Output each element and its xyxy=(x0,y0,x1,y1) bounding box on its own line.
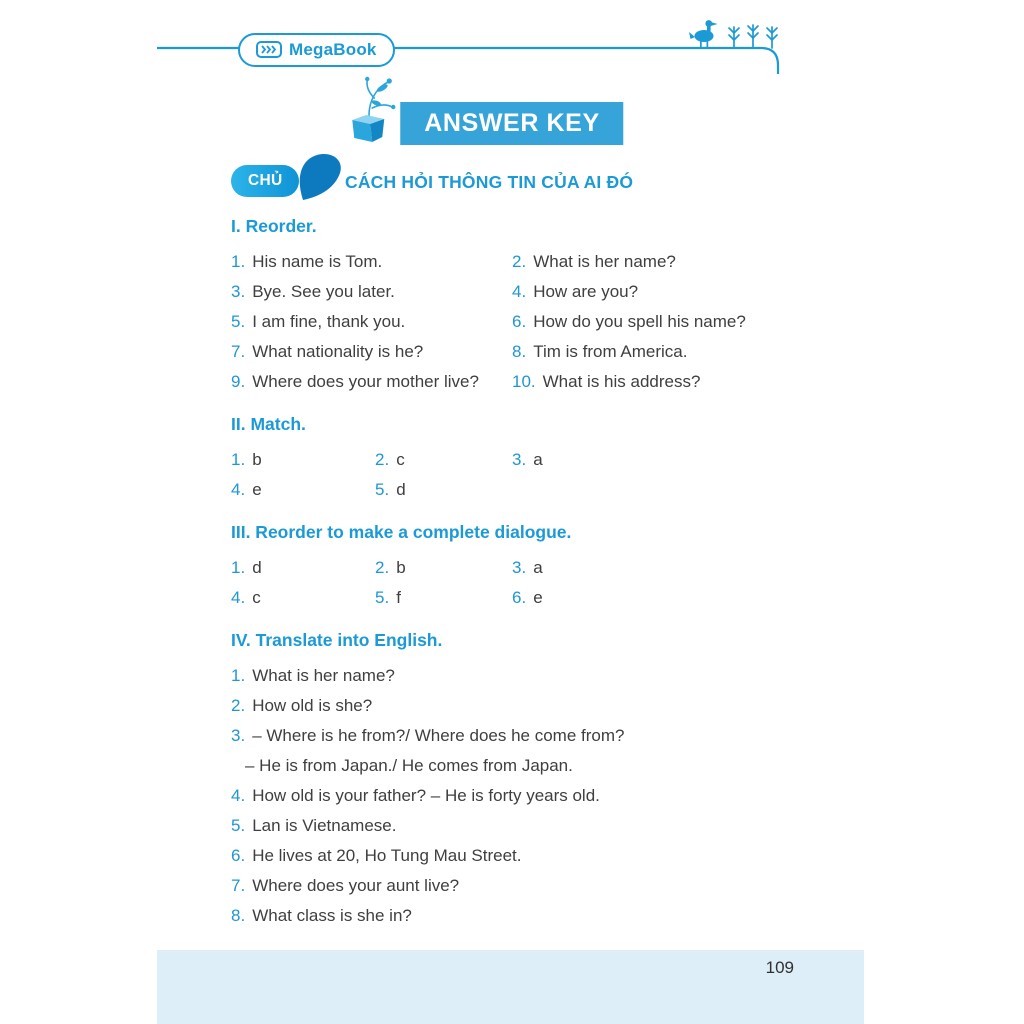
answer-item xyxy=(512,449,876,470)
item-text: e xyxy=(252,480,262,499)
item-number: 9. xyxy=(231,372,246,391)
item-number: 5. xyxy=(375,480,390,499)
answer-item xyxy=(375,557,512,578)
item-text: a xyxy=(533,558,543,577)
item-text: How do you spell his name? xyxy=(533,312,746,331)
item-number: 6. xyxy=(512,312,527,331)
footer-band xyxy=(157,950,864,1024)
item-number: 4. xyxy=(231,480,246,499)
item-text: f xyxy=(396,588,401,607)
answer-item xyxy=(512,371,876,392)
item-number: 3. xyxy=(231,726,246,745)
item-number: 8. xyxy=(512,342,527,361)
answer-item xyxy=(375,479,512,500)
item-number: 5. xyxy=(375,588,390,607)
item-text: – He is from Japan./ He comes from Japan. xyxy=(245,756,573,775)
plants-icon xyxy=(729,25,777,48)
item-number: 3. xyxy=(512,558,527,577)
item-number: 7. xyxy=(231,876,246,895)
item-text: Where does your aunt live? xyxy=(252,876,460,895)
answer-key-title: ANSWER KEY xyxy=(400,102,623,145)
item-text: d xyxy=(396,480,406,499)
answer-item xyxy=(375,449,512,470)
item-number: 2. xyxy=(512,252,527,271)
answer-item xyxy=(512,557,876,578)
section-heading: IV. Translate into English. xyxy=(231,630,443,650)
ribbon-icon xyxy=(297,153,347,203)
answer-item xyxy=(231,815,876,836)
item-text: Lan is Vietnamese. xyxy=(252,816,397,835)
answer-key-banner xyxy=(400,102,623,145)
item-number: 10. xyxy=(512,372,536,391)
answer-item xyxy=(231,479,375,500)
item-number: 4. xyxy=(231,588,246,607)
topic-title: CÁCH HỎI THÔNG TIN CỦA AI ĐÓ xyxy=(345,172,634,192)
item-text: d xyxy=(252,558,262,577)
brand-name: MegaBook xyxy=(289,40,377,59)
answer-item xyxy=(231,371,512,392)
item-text: What is her name? xyxy=(252,666,395,685)
megabook-logo xyxy=(238,33,395,67)
item-text: e xyxy=(533,588,543,607)
answer-item xyxy=(512,311,876,332)
answer-item xyxy=(231,695,876,716)
item-number: 6. xyxy=(231,846,246,865)
answer-item xyxy=(231,341,512,362)
answer-item-continuation xyxy=(245,755,876,776)
answer-item xyxy=(512,251,876,272)
section4-list xyxy=(231,665,876,926)
answer-item xyxy=(231,725,876,746)
item-text: How old is your father? – He is forty years old. xyxy=(252,786,600,805)
item-number: 2. xyxy=(375,558,390,577)
section-heading: I. Reorder. xyxy=(231,216,317,236)
answer-item xyxy=(231,311,512,332)
answer-item xyxy=(231,281,512,302)
item-number: 8. xyxy=(231,906,246,925)
item-text: Bye. See you later. xyxy=(252,282,395,301)
item-text: a xyxy=(533,450,543,469)
item-text: c xyxy=(252,588,261,607)
item-text: I am fine, thank you. xyxy=(252,312,406,331)
item-text: How are you? xyxy=(533,282,639,301)
item-text: What is his address? xyxy=(542,372,701,391)
item-number: 2. xyxy=(375,450,390,469)
item-text: c xyxy=(396,450,405,469)
item-number: 3. xyxy=(231,282,246,301)
item-number: 1. xyxy=(231,558,246,577)
item-text: b xyxy=(252,450,262,469)
topic-badge: CHỦ ĐỀ 1 xyxy=(231,165,299,197)
answer-item xyxy=(231,449,375,470)
item-number: 4. xyxy=(231,786,246,805)
answer-item xyxy=(231,665,876,686)
item-text: How old is she? xyxy=(252,696,373,715)
item-text: b xyxy=(396,558,406,577)
item-number: 5. xyxy=(231,816,246,835)
item-number: 1. xyxy=(231,450,246,469)
item-text: What is her name? xyxy=(533,252,676,271)
item-number: 1. xyxy=(231,252,246,271)
item-number: 5. xyxy=(231,312,246,331)
page-number: 109 xyxy=(765,958,794,977)
answer-item xyxy=(512,587,876,608)
logo-chevrons-icon xyxy=(256,41,282,59)
answer-item xyxy=(231,587,375,608)
item-number: 4. xyxy=(512,282,527,301)
answer-item xyxy=(231,251,512,272)
section-heading: III. Reorder to make a complete dialogue. xyxy=(231,522,572,542)
item-number: 3. xyxy=(512,450,527,469)
duck-icon xyxy=(689,20,718,47)
answer-item xyxy=(231,557,375,578)
answer-item xyxy=(231,785,876,806)
answer-key-content xyxy=(231,208,876,926)
answer-item xyxy=(512,341,876,362)
item-number: 6. xyxy=(512,588,527,607)
item-text: He lives at 20, Ho Tung Mau Street. xyxy=(252,846,522,865)
answer-item xyxy=(375,587,512,608)
answer-item xyxy=(512,281,876,302)
item-text: Where does your mother live? xyxy=(252,372,479,391)
item-text: – Where is he from?/ Where does he come from? xyxy=(252,726,625,745)
section3-list xyxy=(231,557,876,608)
answer-item xyxy=(231,905,876,926)
answer-item xyxy=(231,875,876,896)
item-number: 7. xyxy=(231,342,246,361)
item-number: 1. xyxy=(231,666,246,685)
item-text: Tim is from America. xyxy=(533,342,688,361)
section2-list xyxy=(231,449,876,500)
item-number: 2. xyxy=(231,696,246,715)
section-heading: II. Match. xyxy=(231,414,306,434)
item-text: His name is Tom. xyxy=(252,252,383,271)
item-text: What nationality is he? xyxy=(252,342,424,361)
item-text: What class is she in? xyxy=(252,906,412,925)
answer-item xyxy=(231,845,876,866)
section1-list xyxy=(231,251,876,392)
